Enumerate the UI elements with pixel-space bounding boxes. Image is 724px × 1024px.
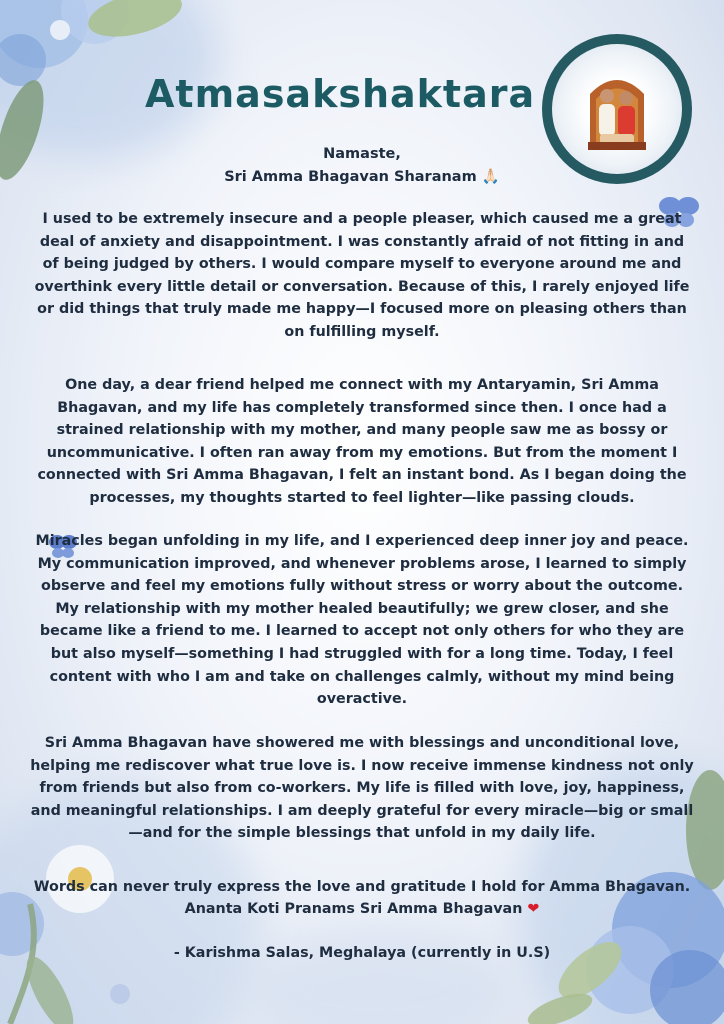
heart-icon: ❤ [527,901,540,917]
closing-pranams [30,898,694,921]
greeting-sharanam: Sri Amma Bhagavan Sharanam 🙏🏻 [224,169,500,185]
testimonial-paragraph-2: One day, a dear friend helped me connect with my Antaryamin, Sri Amma Bhagavan, and my life has completely transformed since then. I once had a strained relationship with my mother, and many people saw me as bossy or uncommunicative. I often ran away from my emotions. But from the moment I connected with Sri Amma Bhagavan, I felt an instant bond. As I began doing the processes, my thoughts started to feel lighter—like passing clouds. [37,377,687,506]
floral-bottom-left-decoration [0,824,180,1024]
page-title: Atmasakshaktara [145,72,536,116]
signature: - Karishma Salas, Meghalaya (currently in U.S) [173,945,551,961]
testimonial-paragraph-4: Sri Amma Bhagavan have showered me with blessings and unconditional love, helping me rediscover what true love is. I now receive immense kindness not only from friends but also from co-workers. My life is filled with love, joy, happiness, and meaningful relationships. I am deeply grateful for every miracle—big or small—and for the simple blessings that unfold in my daily life. [30,735,694,842]
testimonial-paragraph-1: I used to be extremely insecure and a people pleaser, which caused me a great deal of anxiety and disappointment. I was constantly afraid of not fitting in and of being judged by others. I would compare myself to everyone around me and overthink every little detail or conversation. Because of this, I rarely enjoyed life or did things that truly made me happy—I focused more on pleasing others than on fulfilling myself. [34,211,690,340]
testimonial-paragraph-3: Miracles began unfolding in my life, and I experienced deep inner joy and peace. My communication improved, and whenever problems arose, I learned to simply observe and feel my emotions fully without stress or worry about the outcome. My relationship with my mother healed beautifully; we grew closer, and she became like a friend to me. I learned to accept not only others for who they are but also myself—something I had struggled with for a long time. Today, I feel content with who I am and take on challenges calmly, without my mind being overactive. [35,533,689,708]
greeting-namaste: Namaste, [323,146,401,162]
closing-gratitude: Words can never truly express the love and gratitude I hold for Amma Bhagavan. [33,879,691,895]
pranams-text: Ananta Koti Pranams Sri Amma Bhagavan [184,901,523,917]
